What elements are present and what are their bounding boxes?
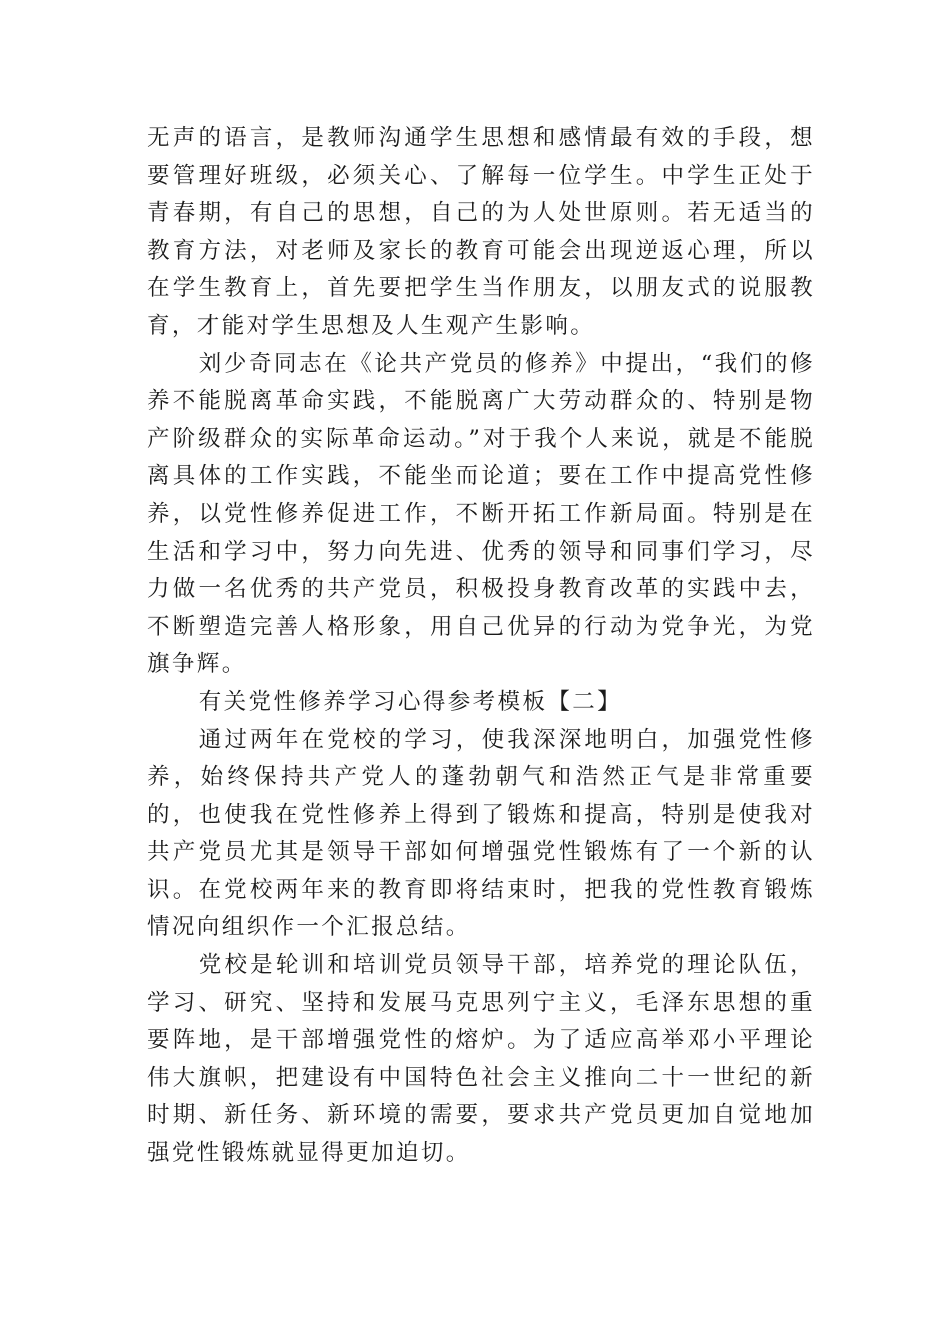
paragraph: 党校是轮训和培训党员领导干部，培养党的理论队伍，学习、研究、坚持和发展马克思列宁主义，毛泽东思想的重要阵地，是干部增强党性的熔炉。为了适应高举邓小平理论伟大旗帜，把建设有中国特色社会主义推向二十一世纪的新时期、新任务、新环境的需要，要求共产党员更加自觉地加强党性锻炼就显得更加迫切。 <box>147 952 815 1167</box>
paragraph: 刘少奇同志在《论共产党员的修养》中提出，“我们的修养不能脱离革命实践，不能脱离广大劳动群众的、特别是物产阶级群众的实际革命运动。”对于我个人来说，就是不能脱离具体的工作实践，不能坐而论道；要在工作中提高党性修养，以党性修养促进工作，不断开拓工作新局面。特别是在生活和学习中，努力向先进、优秀的领导和同事们学习，尽力做一名优秀的共产党员，积极投身教育改革的实践中去，不断塑造完善人格形象，用自己优异的行动为党争光，为党旗争辉。 <box>147 350 815 678</box>
section-heading: 有关党性修养学习心得参考模板【二】 <box>198 688 623 715</box>
paragraph: 通过两年在党校的学习，使我深深地明白，加强党性修养，始终保持共产党人的蓬勃朝气和浩然正气是非常重要的，也使我在党性修养上得到了锻炼和提高，特别是使我对共产党员尤其是领导干部如何增强党性锻炼有了一个新的认识。在党校两年来的教育即将结束时，把我的党性教育锻炼情况向组织作一个汇报总结。 <box>147 726 815 941</box>
paragraph: 无声的语言，是教师沟通学生思想和感情最有效的手段，想要管理好班级，必须关心、了解每一位学生。中学生正处于青春期，有自己的思想，自己的为人处世原则。若无适当的教育方法，对老师及家长的教育可能会出现逆返心理，所以在学生教育上，首先要把学生当作朋友，以朋友式的说服教育，才能对学生思想及人生观产生影响。 <box>147 125 815 339</box>
document-body <box>147 120 815 1173</box>
